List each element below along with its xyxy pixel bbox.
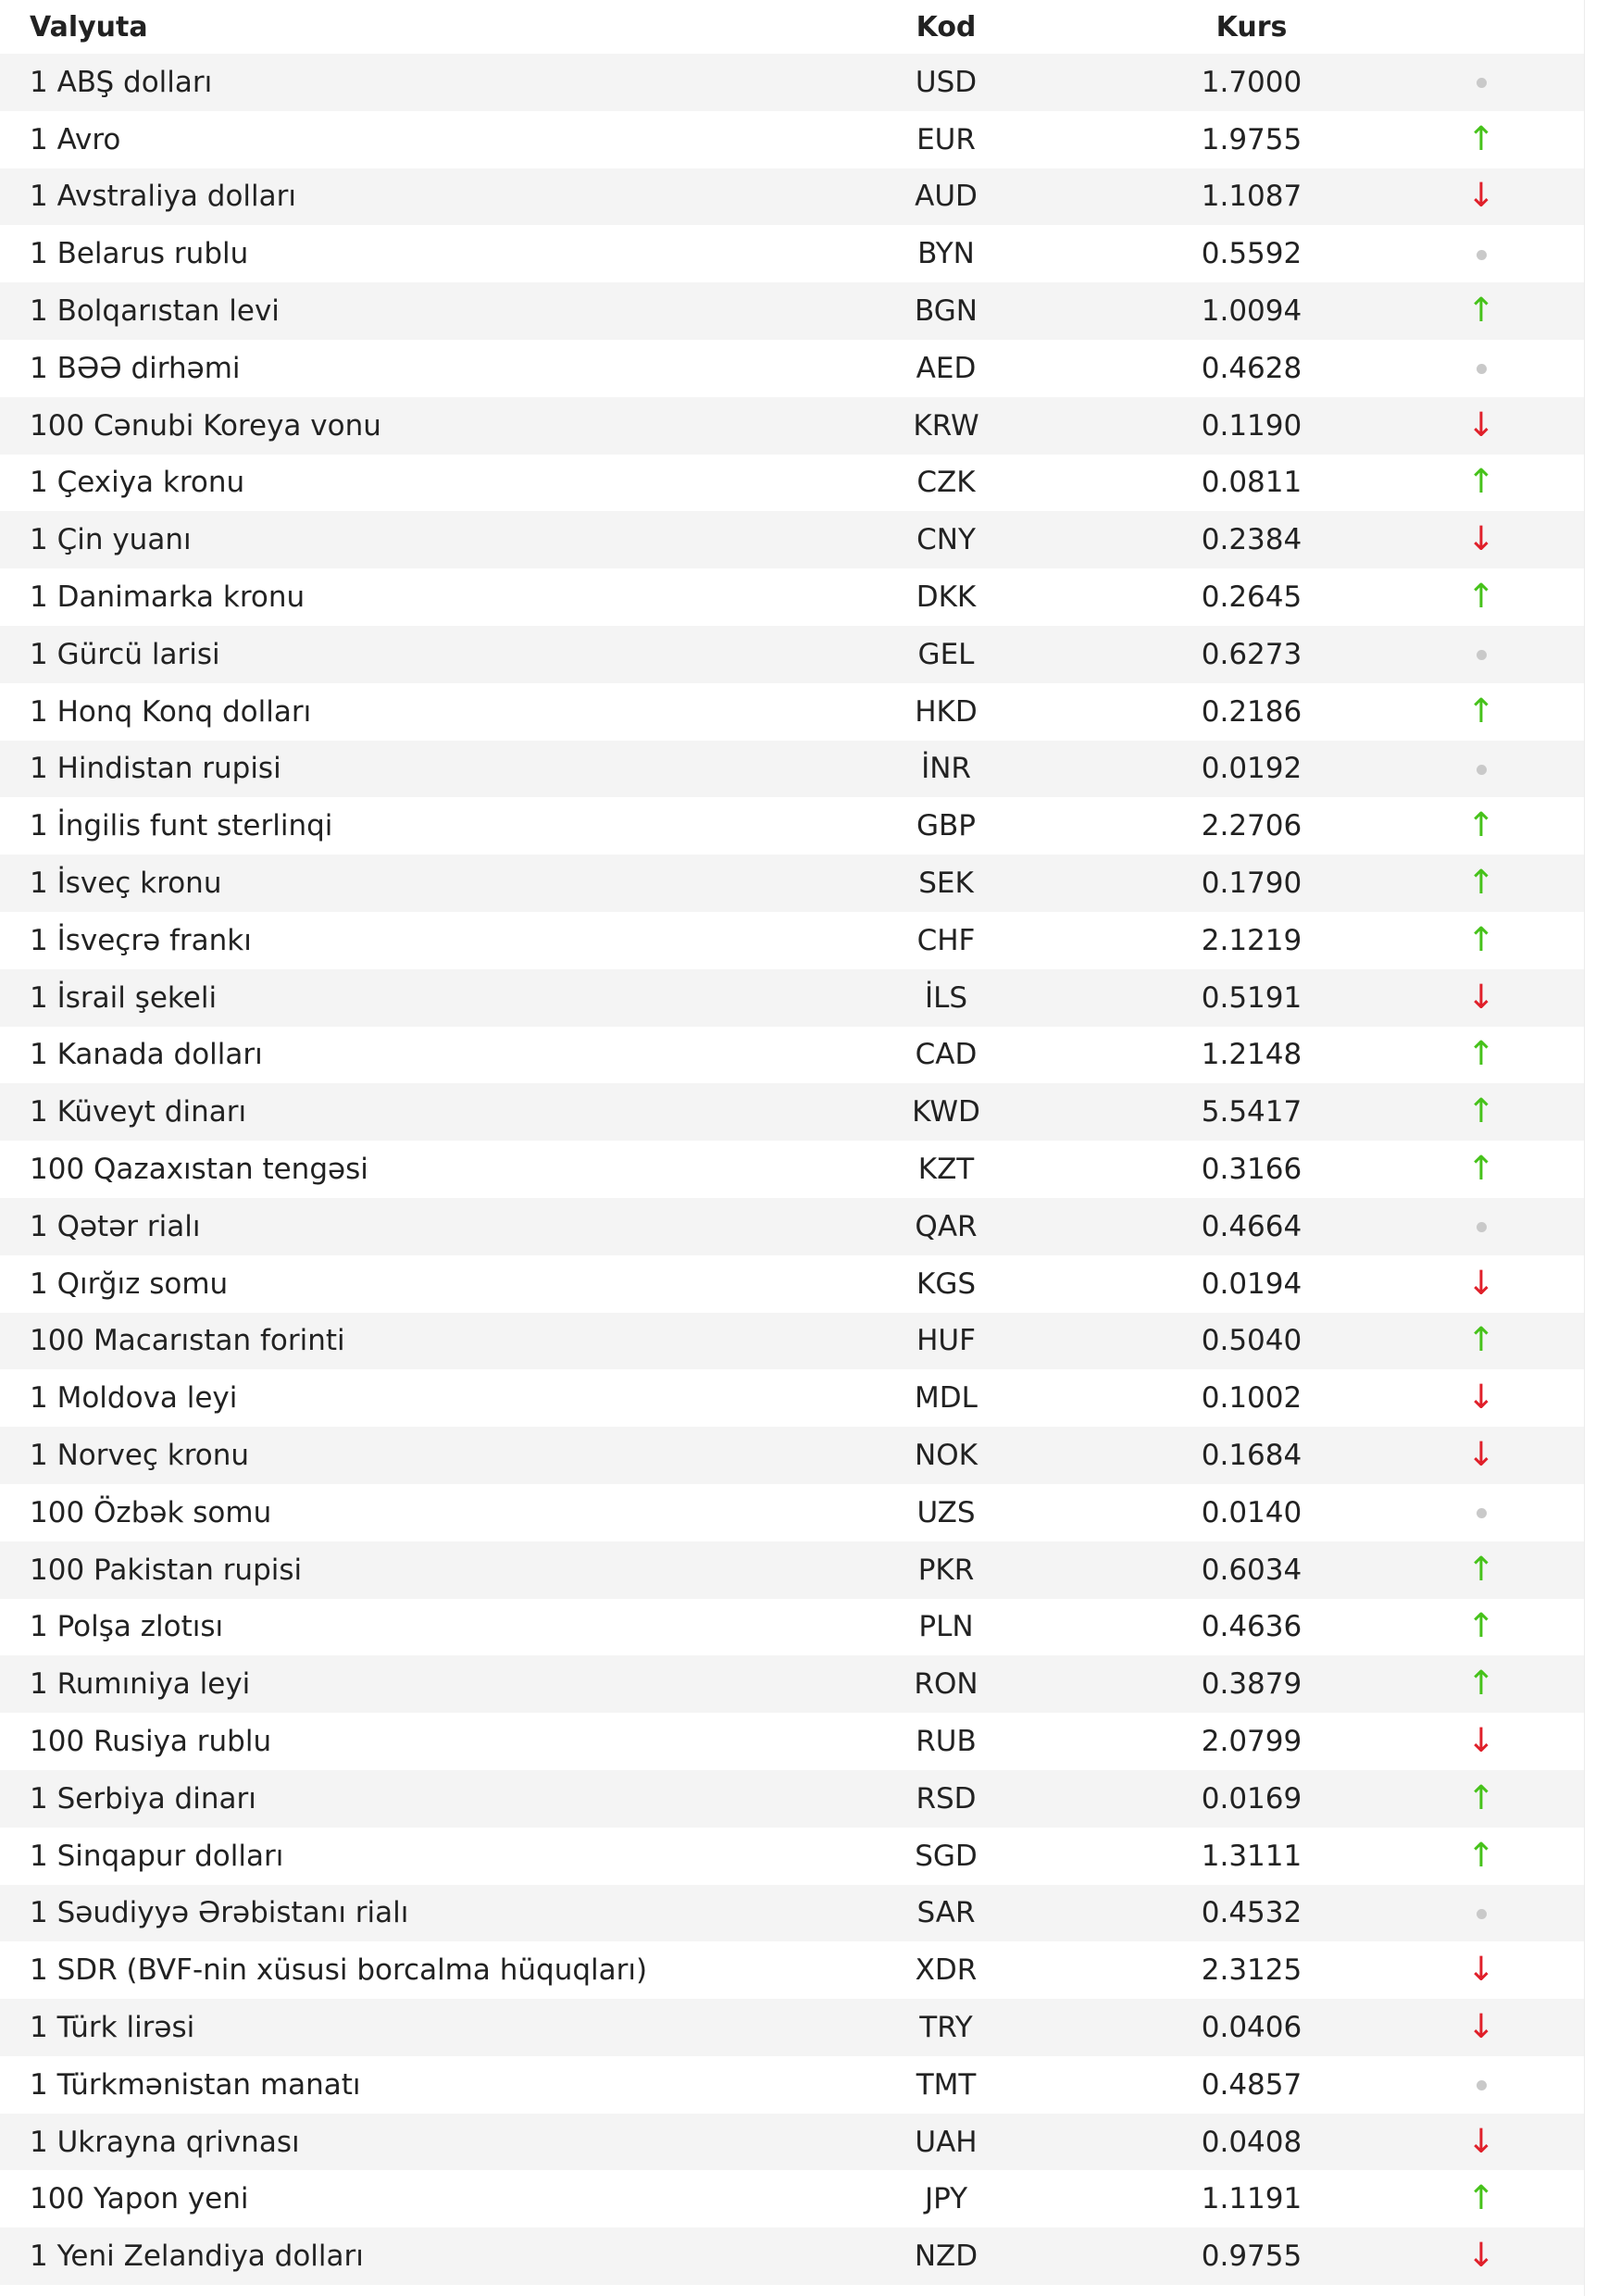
currency-name: 1 Serbiya dinarı	[30, 1781, 256, 1816]
exchange-rate: 2.3125	[1201, 1953, 1303, 1988]
arrow-down-icon: ↓	[1466, 2122, 1496, 2161]
table-row	[0, 1999, 1585, 2056]
currency-name: 1 Avro	[30, 122, 121, 156]
currency-code: CHF	[916, 923, 976, 957]
currency-name: 100 Rusiya rublu	[30, 1725, 272, 1758]
currency-name: 1 İngilis funt sterlinqi	[30, 809, 333, 843]
exchange-rate: 0.2186	[1201, 694, 1303, 729]
table-row	[0, 1828, 1585, 1885]
currency-code: NOK	[915, 1439, 978, 1473]
dot-icon	[1453, 2068, 1509, 2102]
table-row	[0, 1770, 1585, 1828]
currency-name: 1 Bolqarıstan levi	[30, 294, 280, 329]
dot-icon	[1453, 1210, 1509, 1243]
dot-icon	[1453, 1496, 1509, 1529]
currency-code: GEL	[917, 637, 975, 671]
currency-name: 1 Polşa zlotısı	[30, 1610, 224, 1644]
currency-code: NZD	[914, 2240, 979, 2274]
exchange-rate: 0.0140	[1201, 1495, 1303, 1529]
table-row	[0, 1655, 1585, 1713]
table-row	[0, 1713, 1585, 1770]
currency-code: PKR	[917, 1553, 975, 1587]
exchange-rate: 0.4857	[1201, 2067, 1303, 2102]
arrow-up-icon: ↑	[1466, 692, 1496, 730]
scrollbar[interactable]	[1584, 0, 1608, 2296]
arrow-down-icon: ↓	[1466, 1436, 1496, 1475]
table-row	[0, 511, 1585, 568]
exchange-rate: 0.6273	[1201, 637, 1303, 671]
table-row	[0, 1941, 1585, 1999]
dot-icon	[1453, 352, 1509, 385]
table-row	[0, 2114, 1585, 2171]
table-row	[0, 683, 1585, 741]
currency-code: EUR	[916, 122, 976, 156]
currency-code: TRY	[919, 2010, 973, 2044]
currency-code: KRW	[913, 408, 979, 443]
exchange-rate: 0.4664	[1201, 1209, 1303, 1243]
table-row	[0, 1599, 1585, 1656]
exchange-rate: 0.0406	[1201, 2010, 1303, 2044]
currency-name: 100 Qazaxıstan tengəsi	[30, 1153, 368, 1187]
currency-code: KZT	[917, 1153, 975, 1187]
arrow-up-icon: ↑	[1466, 1550, 1496, 1589]
currency-code: RSD	[916, 1781, 977, 1816]
dot-icon	[1453, 237, 1509, 270]
table-row	[0, 1885, 1585, 1942]
table-row	[0, 1427, 1585, 1484]
table-row	[0, 969, 1585, 1027]
currency-code: KWD	[912, 1095, 980, 1129]
exchange-rate: 2.2706	[1201, 809, 1303, 843]
currency-name: 1 Səudiyyə Ərəbistanı rialı	[30, 1896, 409, 1930]
table-row	[0, 2227, 1585, 2285]
exchange-rate: 1.0094	[1201, 294, 1303, 329]
currency-name: 1 Danimarka kronu	[30, 580, 305, 615]
table-row	[0, 1541, 1585, 1599]
currency-code: AED	[916, 351, 977, 385]
exchange-rate: 1.7000	[1201, 65, 1303, 99]
arrow-down-icon: ↓	[1466, 1722, 1496, 1760]
column-header-code: Kod	[916, 10, 977, 44]
table-row	[0, 111, 1585, 168]
currency-name: 1 Yeni Zelandiya dolları	[30, 2240, 364, 2274]
currency-code: TMT	[916, 2067, 977, 2102]
exchange-rate: 0.1190	[1201, 408, 1303, 443]
currency-name: 1 Çin yuanı	[30, 523, 192, 557]
currency-name: 1 Kanada dolları	[30, 1038, 263, 1072]
currency-code: JPY	[924, 2182, 968, 2216]
currency-code: MDL	[915, 1381, 978, 1416]
table-row	[0, 1313, 1585, 1370]
arrow-up-icon: ↑	[1466, 806, 1496, 845]
currency-code: CZK	[916, 466, 976, 500]
currency-code: DKK	[916, 580, 977, 615]
currency-name: 1 Türk lirəsi	[30, 2010, 195, 2044]
currency-name: 1 Avstraliya dolları	[30, 180, 297, 214]
currency-code: BYN	[917, 237, 975, 271]
table-row	[0, 912, 1585, 969]
arrow-up-icon: ↑	[1466, 1778, 1496, 1817]
currency-name: 1 Türkmənistan manatı	[30, 2067, 361, 2102]
exchange-rate: 0.1684	[1201, 1439, 1303, 1473]
arrow-down-icon: ↓	[1466, 2237, 1496, 2276]
exchange-rate: 0.4636	[1201, 1610, 1303, 1644]
currency-code: USD	[915, 65, 978, 99]
table-row	[0, 1255, 1585, 1313]
table-row	[0, 797, 1585, 855]
exchange-rate: 0.0408	[1201, 2125, 1303, 2159]
arrow-down-icon: ↓	[1466, 406, 1496, 444]
currency-code: UZS	[916, 1495, 976, 1529]
currency-name: 100 Yapon yeni	[30, 2182, 249, 2216]
dot-icon	[1453, 638, 1509, 671]
exchange-rate: 2.1219	[1201, 923, 1303, 957]
currency-name: 100 Macarıstan forinti	[30, 1324, 345, 1358]
table-row	[0, 1198, 1585, 1255]
arrow-up-icon: ↑	[1466, 292, 1496, 331]
table-row	[0, 54, 1585, 111]
currency-name: 1 BƏƏ dirhəmi	[30, 351, 241, 385]
exchange-rate: 0.1002	[1201, 1381, 1303, 1416]
table-row	[0, 225, 1585, 282]
exchange-rate: 0.5040	[1201, 1324, 1303, 1358]
exchange-rate: 1.1087	[1201, 180, 1303, 214]
exchange-rate: 0.2645	[1201, 580, 1303, 615]
table-row	[0, 741, 1585, 798]
currency-code: CNY	[916, 523, 976, 557]
arrow-up-icon: ↑	[1466, 1665, 1496, 1703]
dot-icon	[1453, 1896, 1509, 1929]
currency-name: 1 Sinqapur dolları	[30, 1839, 284, 1873]
currency-code: SEK	[918, 867, 974, 901]
exchange-rate: 0.3166	[1201, 1153, 1303, 1187]
exchange-rate: 2.0799	[1201, 1725, 1303, 1758]
table-row	[0, 397, 1585, 455]
table-row	[0, 1083, 1585, 1141]
currency-code: PLN	[918, 1610, 974, 1644]
column-header-rate: Kurs	[1215, 10, 1288, 44]
currency-code: AUD	[915, 180, 978, 214]
currency-code: BGN	[915, 294, 978, 329]
exchange-rate: 0.9755	[1201, 2240, 1303, 2274]
table-row	[0, 455, 1585, 512]
currency-code: QAR	[915, 1209, 978, 1243]
currency-name: 1 Moldova leyi	[30, 1381, 238, 1416]
exchange-rate: 1.9755	[1201, 122, 1303, 156]
currency-name: 1 Qətər rialı	[30, 1209, 201, 1243]
currency-code: XDR	[915, 1953, 978, 1988]
currency-name: 1 Belarus rublu	[30, 237, 249, 271]
arrow-up-icon: ↑	[1466, 578, 1496, 617]
currency-code: RUB	[916, 1725, 977, 1758]
table-row	[0, 340, 1585, 397]
currency-name: 1 İsveç kronu	[30, 867, 222, 901]
currency-name: 1 SDR (BVF-nin xüsusi borcalma hüquqları)	[30, 1953, 648, 1988]
arrow-down-icon: ↓	[1466, 177, 1496, 216]
arrow-down-icon: ↓	[1466, 2007, 1496, 2046]
currency-name: 1 Hindistan rupisi	[30, 752, 281, 786]
arrow-down-icon: ↓	[1466, 520, 1496, 559]
table-row	[0, 1141, 1585, 1198]
table-row	[0, 2056, 1585, 2114]
table-row	[0, 568, 1585, 626]
arrow-up-icon: ↑	[1466, 864, 1496, 903]
exchange-rate: 0.4532	[1201, 1896, 1303, 1930]
table-row	[0, 1484, 1585, 1541]
arrow-up-icon: ↑	[1466, 1092, 1496, 1131]
arrow-up-icon: ↑	[1466, 1836, 1496, 1875]
currency-name: 1 Norveç kronu	[30, 1439, 250, 1473]
currency-code: RON	[914, 1667, 979, 1702]
currency-code: SAR	[916, 1896, 976, 1930]
currency-code: HUF	[916, 1324, 976, 1358]
exchange-rate: 0.1790	[1201, 867, 1303, 901]
arrow-up-icon: ↑	[1466, 1321, 1496, 1360]
exchange-rate: 0.3879	[1201, 1667, 1303, 1702]
currency-name: 100 Özbək somu	[30, 1495, 272, 1529]
currency-name: 100 Cənubi Koreya vonu	[30, 408, 381, 443]
currency-name: 1 Küveyt dinarı	[30, 1095, 247, 1129]
exchange-rate: 1.2148	[1201, 1038, 1303, 1072]
currency-code: UAH	[915, 2125, 978, 2159]
arrow-up-icon: ↑	[1466, 1150, 1496, 1189]
currency-name: 1 Gürcü larisi	[30, 637, 220, 671]
exchange-rate: 5.5417	[1201, 1095, 1303, 1129]
table-row	[0, 1369, 1585, 1427]
exchange-rate: 0.0194	[1201, 1267, 1303, 1301]
currency-name: 1 Honq Konq dolları	[30, 694, 312, 729]
table-row	[0, 168, 1585, 226]
table-body	[0, 54, 1585, 2285]
exchange-rate: 0.5592	[1201, 237, 1303, 271]
currency-code: CAD	[915, 1038, 978, 1072]
exchange-rate: 0.4628	[1201, 351, 1303, 385]
exchange-rate: 1.3111	[1201, 1839, 1303, 1873]
currency-code: SGD	[915, 1839, 978, 1873]
exchange-rate: 0.0192	[1201, 752, 1303, 786]
arrow-up-icon: ↑	[1466, 2179, 1496, 2218]
currency-code: HKD	[915, 694, 978, 729]
table-row	[0, 1027, 1585, 1084]
table-row	[0, 2170, 1585, 2227]
currency-name: 1 Qırğız somu	[30, 1267, 229, 1301]
currency-code: KGS	[916, 1267, 977, 1301]
currency-code: İNR	[921, 752, 971, 786]
exchange-rate: 0.0811	[1201, 466, 1303, 500]
exchange-rate: 0.5191	[1201, 980, 1303, 1015]
currency-code: GBP	[916, 809, 976, 843]
table-row	[0, 626, 1585, 683]
arrow-down-icon: ↓	[1466, 1951, 1496, 1990]
dot-icon	[1453, 752, 1509, 785]
arrow-down-icon: ↓	[1466, 978, 1496, 1017]
dot-icon	[1453, 66, 1509, 99]
currency-name: 1 Çexiya kronu	[30, 466, 245, 500]
currency-name: 100 Pakistan rupisi	[30, 1553, 303, 1587]
arrow-up-icon: ↑	[1466, 119, 1496, 158]
table-header	[0, 0, 1585, 54]
exchange-rate: 0.2384	[1201, 523, 1303, 557]
column-header-currency: Valyuta	[30, 10, 148, 44]
currency-name: 1 Ukrayna qrivnası	[30, 2125, 300, 2159]
table-row	[0, 282, 1585, 340]
currency-name: 1 İsrail şekeli	[30, 980, 218, 1015]
exchange-rate: 1.1191	[1201, 2182, 1303, 2216]
currency-code: İLS	[924, 980, 968, 1015]
exchange-rate: 0.0169	[1201, 1781, 1303, 1816]
currency-name: 1 İsveçrə frankı	[30, 923, 252, 957]
currency-name: 1 Rumıniya leyi	[30, 1667, 251, 1702]
arrow-up-icon: ↑	[1466, 1607, 1496, 1646]
arrow-up-icon: ↑	[1466, 463, 1496, 502]
arrow-down-icon: ↓	[1466, 1379, 1496, 1417]
table-row	[0, 855, 1585, 912]
currency-name: 1 ABŞ dolları	[30, 65, 213, 99]
arrow-up-icon: ↑	[1466, 1035, 1496, 1074]
arrow-up-icon: ↑	[1466, 920, 1496, 959]
exchange-rate: 0.6034	[1201, 1553, 1303, 1587]
arrow-down-icon: ↓	[1466, 1264, 1496, 1303]
